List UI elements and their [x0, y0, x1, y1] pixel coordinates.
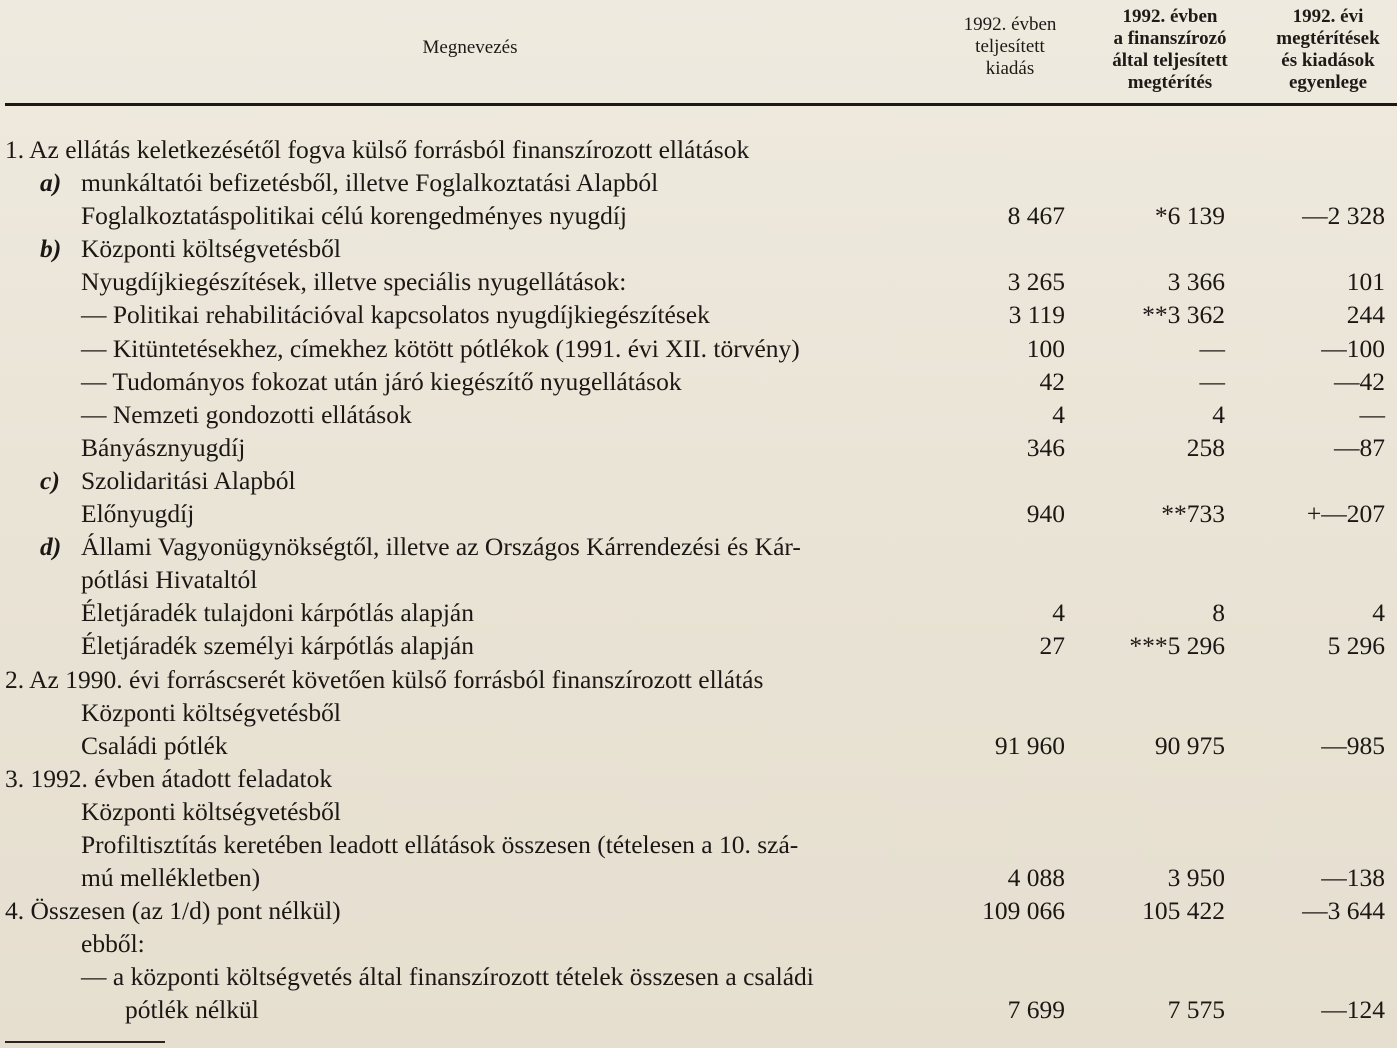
balance-value: —985 — [1321, 730, 1385, 760]
reimbursement-value: 3 366 — [1167, 267, 1225, 297]
row-label: Állami Vagyonügynökségtől, illetve az Országos Kárrendezési és Kár- — [81, 532, 801, 562]
balance-value: 244 — [1346, 300, 1385, 330]
table-body — [0, 133, 1397, 1027]
expenditure-value: 100 — [1026, 333, 1065, 363]
row-label: pótlék nélkül — [125, 995, 259, 1025]
table-row — [0, 199, 1397, 232]
row-label: Előnyugdíj — [81, 499, 195, 529]
header-col3-line: 1992. évi — [1292, 6, 1364, 27]
row-label: Foglalkoztatáspolitikai célú korengedményes nyugdíj — [81, 201, 627, 231]
reimbursement-value: 258 — [1186, 432, 1225, 462]
table-row — [0, 828, 1397, 861]
row-label: — a központi költségvetés által finanszírozott tételek összesen a családi — [81, 962, 814, 992]
row-label: Életjáradék tulajdoni kárpótlás alapján — [81, 598, 474, 628]
reimbursement-value: 105 422 — [1142, 896, 1225, 926]
expenditure-value: 27 — [1039, 631, 1065, 661]
table-row — [0, 431, 1397, 464]
header-col3-line: egyenlege — [1288, 72, 1368, 93]
row-label: 3. 1992. évben átadott feladatok — [5, 763, 333, 793]
header-col1-line: teljesített — [975, 36, 1045, 57]
row-letter: a) — [40, 168, 62, 198]
row-letter: b) — [40, 234, 62, 264]
row-label: Központi költségvetésből — [81, 796, 341, 826]
reimbursement-value: 90 975 — [1154, 730, 1225, 760]
table-header — [0, 0, 1397, 105]
row-label: munkáltatói befizetésből, illetve Foglalkoztatási Alapból — [81, 168, 659, 198]
table-row — [0, 696, 1397, 729]
reimbursement-value: **3 362 — [1142, 300, 1225, 330]
reimbursement-value: 7 575 — [1167, 995, 1225, 1025]
expenditure-value: 42 — [1039, 366, 1065, 396]
expenditure-value: 346 — [1026, 432, 1065, 462]
footnote-rule — [5, 1041, 165, 1043]
row-label: Profiltisztítás keretében leadott ellátások összesen (tételesen a 10. szá- — [81, 829, 799, 859]
table-row — [0, 232, 1397, 265]
reimbursement-value: ***5 296 — [1129, 631, 1225, 661]
row-label: — Tudományos fokozat után járó kiegészítő nyugellátások — [81, 366, 682, 396]
balance-value: 101 — [1346, 267, 1385, 297]
row-label: Bányásznyugdíj — [81, 432, 246, 462]
expenditure-value: 3 265 — [1007, 267, 1065, 297]
header-col1-line: kiadás — [985, 58, 1035, 79]
expenditure-value: 4 088 — [1007, 863, 1065, 893]
balance-value: —124 — [1321, 995, 1385, 1025]
row-label: Szolidaritási Alapból — [81, 465, 296, 495]
table-row — [0, 298, 1397, 331]
expenditure-value: 109 066 — [982, 896, 1065, 926]
row-label: — Kitüntetésekhez, címekhez kötött pótlékok (1991. évi XII. törvény) — [81, 333, 800, 363]
table-row — [0, 762, 1397, 795]
expenditure-value: 3 119 — [1008, 300, 1065, 330]
table-row — [0, 729, 1397, 762]
header-col2-line: a finanszírozó — [1113, 28, 1227, 49]
balance-value: —42 — [1334, 366, 1385, 396]
table-row — [0, 365, 1397, 398]
balance-value: +—207 — [1306, 499, 1385, 529]
header-reimbursement-column — [1095, 6, 1245, 94]
expenditure-value: 940 — [1026, 499, 1065, 529]
reimbursement-value: **733 — [1161, 499, 1225, 529]
row-label: Családi pótlék — [81, 730, 228, 760]
balance-value: —3 644 — [1302, 896, 1385, 926]
header-name-label: Megnevezés — [422, 37, 518, 58]
table-row — [0, 332, 1397, 365]
balance-value: —87 — [1334, 432, 1385, 462]
table-row — [0, 398, 1397, 431]
table-row — [0, 596, 1397, 629]
row-label: — Nemzeti gondozotti ellátások — [81, 399, 412, 429]
header-expenditure-column — [940, 14, 1080, 80]
row-label: Nyugdíjkiegészítések, illetve speciális nyugellátások: — [81, 267, 627, 297]
row-letter: c) — [40, 465, 60, 495]
reimbursement-value: — — [1199, 333, 1225, 363]
table-row — [0, 993, 1397, 1026]
balance-value: —100 — [1321, 333, 1385, 363]
reimbursement-value: — — [1199, 366, 1225, 396]
table-row — [0, 629, 1397, 662]
header-name-column — [330, 37, 610, 59]
expenditure-value: 91 960 — [994, 730, 1065, 760]
table-row — [0, 464, 1397, 497]
reimbursement-value: 4 — [1212, 399, 1225, 429]
header-col2-line: megtérítés — [1127, 72, 1213, 93]
row-label: Életjáradék személyi kárpótlás alapján — [81, 631, 474, 661]
table-row — [0, 265, 1397, 298]
header-rule — [5, 103, 1397, 106]
table-row — [0, 166, 1397, 199]
row-label: — Politikai rehabilitációval kapcsolatos nyugdíjkiegészítések — [81, 300, 710, 330]
header-balance-column — [1258, 6, 1397, 94]
row-label: mú mellékletben) — [81, 863, 261, 893]
table-row — [0, 133, 1397, 166]
reimbursement-value: 8 — [1212, 598, 1225, 628]
balance-value: 5 296 — [1327, 631, 1385, 661]
table-row — [0, 530, 1397, 563]
row-label: ebből: — [81, 929, 145, 959]
reimbursement-value: *6 139 — [1154, 201, 1225, 231]
row-label: Központi költségvetésből — [81, 697, 341, 727]
table-row — [0, 861, 1397, 894]
header-col2-line: által teljesített — [1112, 50, 1228, 71]
table-row — [0, 894, 1397, 927]
row-label: 4. Összesen (az 1/d) pont nélkül) — [5, 896, 341, 926]
table-row — [0, 497, 1397, 530]
header-col3-line: megtérítések — [1276, 28, 1380, 49]
balance-value: 4 — [1372, 598, 1385, 628]
row-label: 1. Az ellátás keletkezésétől fogva külső forrásból finanszírozott ellátások — [5, 135, 750, 164]
table-row — [0, 663, 1397, 696]
table-row — [0, 927, 1397, 960]
header-col2-line: 1992. évben — [1122, 6, 1218, 27]
expenditure-value: 8 467 — [1007, 201, 1065, 231]
table-row — [0, 795, 1397, 828]
balance-value: —138 — [1321, 863, 1385, 893]
row-label: 2. Az 1990. évi forráscserét követően külső forrásból finanszírozott ellátás — [5, 664, 764, 694]
reimbursement-value: 3 950 — [1167, 863, 1225, 893]
balance-value: — — [1359, 399, 1385, 429]
row-label: Központi költségvetésből — [81, 234, 341, 264]
header-col3-line: és kiadások — [1281, 50, 1375, 71]
row-letter: d) — [40, 532, 62, 562]
table-row — [0, 960, 1397, 993]
header-col1-line: 1992. évben — [963, 14, 1057, 35]
expenditure-value: 4 — [1052, 598, 1065, 628]
expenditure-value: 4 — [1052, 399, 1065, 429]
row-label: pótlási Hivataltól — [81, 565, 258, 595]
table-row — [0, 563, 1397, 596]
expenditure-value: 7 699 — [1007, 995, 1065, 1025]
balance-value: —2 328 — [1302, 201, 1385, 231]
